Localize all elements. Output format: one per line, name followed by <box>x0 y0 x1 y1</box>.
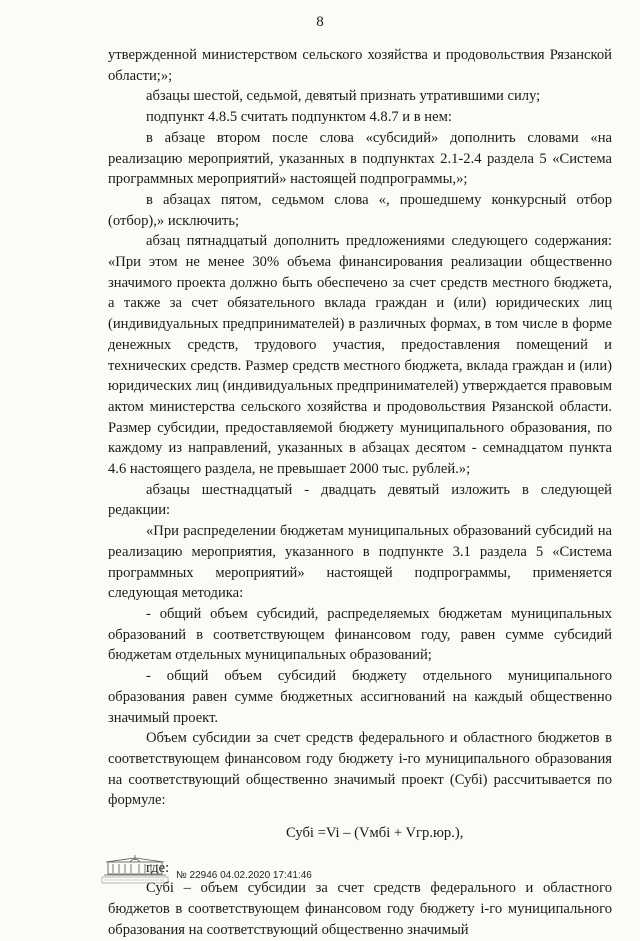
paragraph: абзац пятнадцатый дополнить предложениями следующего содержания: «При этом не менее 30% объема финансирования реализации общественно значимого проекта должно быть обеспечено за счет средств местного бюджета, а также за счет обязательного вклада граждан и (или) юридических лиц (индивидуальных предпринимателей) в различных формах, в том числе в форме денежных средств, трудового участия, предоставления помещений и технических средств. Размер средств местного бюджета, вклада граждан и (или) юридических лиц (индивидуальных предпринимателей) утверждается правовым актом министерства сельского хозяйства и продовольствия Рязанской области. Размер субсидии, предоставляемой бюджету муниципального образования, по каждому из направлений, указанных в абзацах десятом - семнадцатом пункта 4.6 настоящего раздела, не превышает 2000 тыс. рублей.»; <box>108 233 612 478</box>
paragraph: Субi – объем субсидии за счет средств федерального и областного бюджетов в соответствующем финансовом году бюджету i-го муниципального образования на соответствующий общественно значимый <box>108 880 612 938</box>
footer <box>100 852 400 892</box>
paragraph: абзацы шестнадцатый - двадцать девятый изложить в следующей редакции: <box>108 481 612 519</box>
government-building-logo <box>100 852 170 886</box>
formula: Субi =Vi – (Vмбi + Vгр.юр.), <box>286 825 464 842</box>
page-number: 8 <box>316 14 324 30</box>
paragraph: в абзаце втором после слова «субсидий» дополнить словами «на реализацию мероприятий, указанных в подпунктах 2.1-2.4 раздела 5 «Система программных мероприятий» настоящей подпрограммы,»; <box>108 129 612 188</box>
registration-stamp: № 22946 04.02.2020 17:41:46 <box>176 870 312 881</box>
paragraph: абзацы шестой, седьмой, девятый признать утратившими силу; <box>146 88 541 105</box>
paragraph: в абзацах пятом, седьмом слова «, прошедшему конкурсный отбор (отбор),» исключить; <box>108 191 612 229</box>
paragraph: - общий объем субсидий бюджету отдельного муниципального образования равен сумме бюджетных ассигнований на каждый общественно значимый проект. <box>108 668 612 726</box>
paragraph: подпункт 4.8.5 считать подпунктом 4.8.7 и в нем: <box>146 109 452 126</box>
paragraph: «При распределении бюджетам муниципальных образований субсидий на реализацию мероприятия, указанного в подпункте 3.1 раздела 5 «Система программных мероприятий» настоящей подпрограммы, применяется следующая методика: <box>108 523 612 602</box>
paragraph: Объем субсидии за счет средств федерального и областного бюджетов в соответствующем финансовом году бюджету i-го муниципального образования на соответствующий общественно значимый проект (Субi) рассчитывается по формуле: <box>108 730 612 809</box>
paragraph: утвержденной министерством сельского хозяйства и продовольствия Рязанской области;»; <box>108 47 612 84</box>
paragraph: - общий объем субсидий, распределяемых бюджетам муниципальных образований в соответствующем финансовом году, равен сумме субсидий бюджетам отдельных муниципальных образований; <box>108 605 612 664</box>
paragraph: где: <box>146 859 170 876</box>
document-body <box>108 45 612 941</box>
